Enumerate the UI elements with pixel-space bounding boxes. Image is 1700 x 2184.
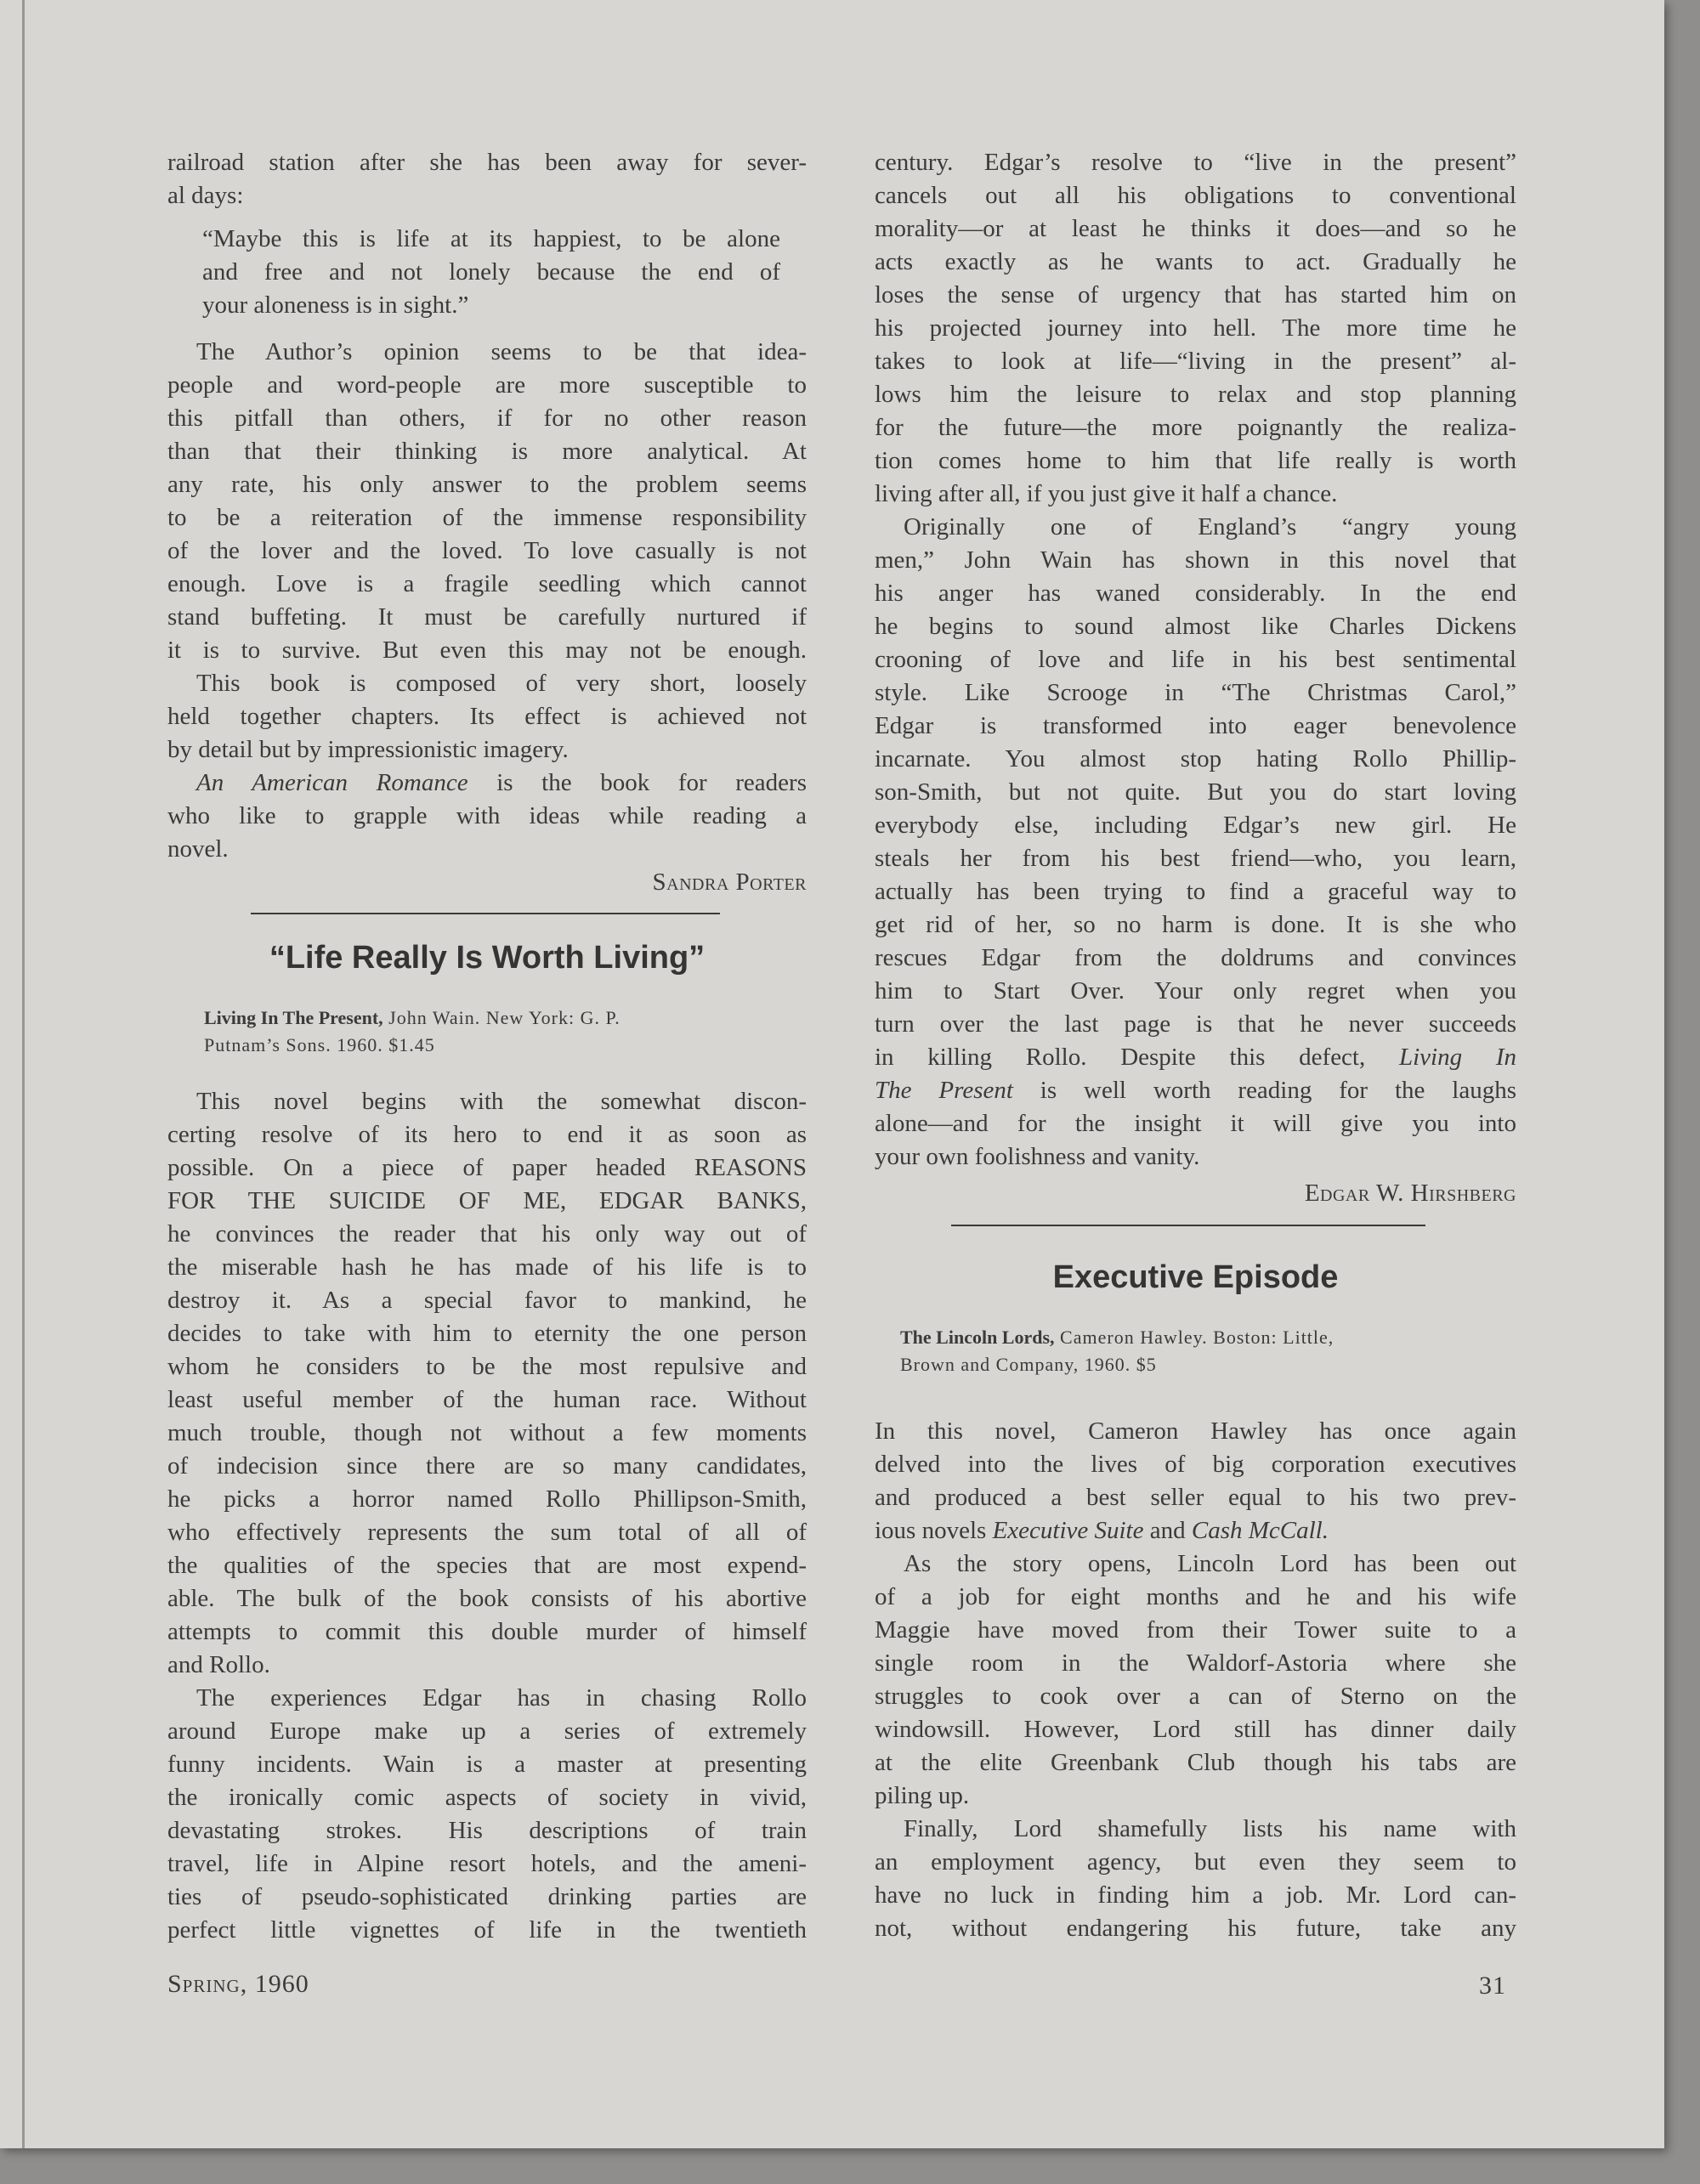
- text-line: this pitfall than others, if for no other reason: [167, 405, 807, 432]
- text-line: [875, 1074, 1516, 1107]
- book-title: The Lincoln Lords,: [900, 1327, 1055, 1348]
- text-line: to be a reiteration of the immense responsibility: [167, 504, 807, 531]
- text-line: he convinces the reader that his only way out of: [167, 1220, 807, 1248]
- text-line: [875, 1041, 1516, 1074]
- text-line: able. The bulk of the book consists of his abortive: [167, 1585, 807, 1612]
- text-line: any rate, his only answer to the problem seems: [167, 471, 807, 498]
- text-line: of a job for eight months and he and his wife: [875, 1583, 1516, 1610]
- text-line: novel.: [167, 835, 229, 863]
- citation-details: Cameron Hawley. Boston: Little,: [1054, 1327, 1334, 1348]
- text-line: people and word-people are more susceptible to: [167, 371, 807, 399]
- text-line: the miserable hash he has made of his life is to: [167, 1253, 807, 1281]
- text-line: of the lover and the loved. To love casually is not: [167, 537, 807, 564]
- text-line: for the future—the more poignantly the realiza-: [875, 414, 1516, 441]
- text-line: cancels out all his obligations to conventional: [875, 182, 1516, 209]
- text-line: him to Start Over. Your only regret when you: [875, 977, 1516, 1004]
- text-line: al days:: [167, 182, 244, 209]
- text-line: least useful member of the human race. Without: [167, 1386, 807, 1413]
- text-line: his anger has waned considerably. In the end: [875, 580, 1516, 607]
- review-3-citation: [900, 1324, 1504, 1378]
- text-line: stand buffeting. It must be carefully nurtured if: [167, 603, 807, 631]
- text-line: turn over the last page is that he never succeeds: [875, 1010, 1516, 1038]
- text-line: he picks a horror named Rollo Phillipson-Smith,: [167, 1485, 807, 1513]
- text-line: than that their thinking is more analytical. At: [167, 438, 807, 465]
- text-segment: ious novels: [875, 1517, 993, 1544]
- text-line: and Rollo.: [167, 1651, 270, 1678]
- issue-footer: Spring, 1960: [167, 1970, 309, 1998]
- citation-details: Putnam’s Sons. 1960. $1.45: [204, 1034, 435, 1055]
- text-line: In this novel, Cameron Hawley has once again: [875, 1417, 1516, 1445]
- text-line: morality—or at least he thinks it does—and so he: [875, 215, 1516, 242]
- text-line: crooning of love and life in his best sentimental: [875, 646, 1516, 673]
- text-line: not, without endangering his future, take any: [875, 1915, 1516, 1942]
- text-line: loses the sense of urgency that has started him on: [875, 281, 1516, 308]
- text-line: held together chapters. Its effect is achieved not: [167, 703, 807, 730]
- text-line: windowsill. However, Lord still has dinner daily: [875, 1716, 1516, 1743]
- text-line: lows him the leisure to relax and stop planning: [875, 381, 1516, 408]
- italic-title: An American Romance: [196, 769, 468, 796]
- text-line: railroad station after she has been away for sever-: [167, 149, 807, 176]
- text-line: your aloneness is in sight.”: [202, 291, 469, 319]
- text-line: who effectively represents the sum total of all of: [167, 1519, 807, 1546]
- text-line: Originally one of England’s “angry young: [904, 513, 1516, 540]
- text-line: of indecision since there are so many candidates,: [167, 1452, 807, 1480]
- text-line: As the story opens, Lincoln Lord has been out: [904, 1550, 1516, 1577]
- citation-details: John Wain. New York: G. P.: [382, 1007, 620, 1028]
- paragraph-continued: [167, 146, 807, 212]
- text-line: he begins to sound almost like Charles Dickens: [875, 613, 1516, 640]
- text-line: the ironically comic aspects of society in vivid,: [167, 1784, 807, 1811]
- text-line: much trouble, though not without a few moments: [167, 1419, 807, 1446]
- text-line: by detail but by impressionistic imagery.: [167, 736, 569, 763]
- text-line: destroy it. As a special favor to mankind, he: [167, 1287, 807, 1314]
- text-line: actually has been trying to find a graceful way to: [875, 878, 1516, 905]
- text-line: struggles to cook over a can of Sterno on the: [875, 1683, 1516, 1710]
- text-line: [167, 767, 807, 800]
- page-number: 31: [1479, 1972, 1506, 2000]
- text-line: who like to grapple with ideas while reading a: [167, 802, 807, 829]
- text-segment: is the book for readers: [468, 769, 807, 796]
- text-line: This book is composed of very short, loosely: [196, 670, 807, 697]
- text-line: Finally, Lord shamefully lists his name with: [904, 1815, 1516, 1842]
- review-1-signature: Sandra Porter: [652, 869, 807, 896]
- review-2-heading: “Life Really Is Worth Living”: [269, 940, 706, 976]
- text-line: living after all, if you just give it half a chance.: [875, 480, 1338, 507]
- text-line: at the elite Greenbank Club though his tabs are: [875, 1749, 1516, 1776]
- text-line: Edgar is transformed into eager benevolence: [875, 712, 1516, 739]
- text-line: possible. On a piece of paper headed REASONS: [167, 1154, 807, 1181]
- text-line: alone—and for the insight it will give you into: [875, 1110, 1516, 1137]
- review-2-body: [167, 1085, 807, 1947]
- text-line: whom he considers to be the most repulsive and: [167, 1353, 807, 1380]
- text-line: The experiences Edgar has in chasing Rollo: [196, 1684, 807, 1712]
- text-line: his projected journey into hell. The more time he: [875, 314, 1516, 342]
- text-line: ties of pseudo-sophisticated drinking parties are: [167, 1883, 807, 1910]
- text-line: everybody else, including Edgar’s new girl. He: [875, 812, 1516, 839]
- text-line: funny incidents. Wain is a master at presenting: [167, 1751, 807, 1778]
- text-line: incarnate. You almost stop hating Rollo Phillip-: [875, 745, 1516, 772]
- text-line: have no luck in finding him a job. Mr. Lord can-: [875, 1881, 1516, 1909]
- text-line: FOR THE SUICIDE OF ME, EDGAR BANKS,: [167, 1187, 807, 1214]
- text-line: son-Smith, but not quite. But you do start loving: [875, 778, 1516, 806]
- book-title: Living In The Present,: [204, 1007, 383, 1028]
- review-3-heading: Executive Episode: [1052, 1259, 1339, 1295]
- text-line: delved into the lives of big corporation executives: [875, 1451, 1516, 1478]
- text-line: it is to survive. But even this may not be enough.: [167, 637, 807, 664]
- review-2-body-continued: [875, 146, 1516, 1174]
- text-segment: in killing Rollo. Despite this defect,: [875, 1044, 1399, 1071]
- text-line: Maggie have moved from their Tower suite to a: [875, 1616, 1516, 1644]
- text-line: piling up.: [875, 1782, 970, 1809]
- text-line: decides to take with him to eternity the one person: [167, 1320, 807, 1347]
- text-line: enough. Love is a fragile seedling which cannot: [167, 570, 807, 597]
- text-line: style. Like Scrooge in “The Christmas Carol,”: [875, 679, 1516, 706]
- divider-rule: [251, 913, 720, 914]
- text-line: The Author’s opinion seems to be that idea-: [196, 338, 807, 365]
- text-line: [875, 1514, 1516, 1547]
- italic-title: Living In: [1398, 1044, 1516, 1071]
- text-line: and free and not lonely because the end of: [202, 258, 780, 286]
- text-segment: and: [1143, 1517, 1192, 1544]
- binding-edge: [22, 0, 25, 2148]
- text-line: and produced a best seller equal to his two prev-: [875, 1484, 1516, 1511]
- text-line: get rid of her, so no harm is done. It is she who: [875, 911, 1516, 938]
- text-line: around Europe make up a series of extremely: [167, 1717, 807, 1745]
- text-line: rescues Edgar from the doldrums and convinces: [875, 944, 1516, 971]
- review-1-body: [167, 336, 807, 866]
- text-line: travel, life in Alpine resort hotels, and the ameni-: [167, 1850, 807, 1877]
- text-line: single room in the Waldorf-Astoria where she: [875, 1649, 1516, 1677]
- text-line: acts exactly as he wants to act. Gradually he: [875, 248, 1516, 275]
- divider-rule: [951, 1225, 1425, 1226]
- italic-title: The Present: [875, 1077, 1013, 1104]
- text-line: This novel begins with the somewhat discon-: [196, 1088, 807, 1115]
- italic-title: Cash McCall.: [1191, 1517, 1329, 1544]
- text-line: attempts to commit this double murder of himself: [167, 1618, 807, 1645]
- text-line: devastating strokes. His descriptions of train: [167, 1817, 807, 1844]
- text-segment: is well worth reading for the laughs: [1012, 1077, 1516, 1104]
- citation-details: Brown and Company, 1960. $5: [900, 1354, 1157, 1375]
- review-2-signature: Edgar W. Hirshberg: [1304, 1180, 1516, 1207]
- text-line: century. Edgar’s resolve to “live in the present”: [875, 149, 1516, 176]
- text-line: tion comes home to him that life really is worth: [875, 447, 1516, 474]
- text-line: your own foolishness and vanity.: [875, 1143, 1200, 1170]
- text-line: an employment agency, but even they seem to: [875, 1848, 1516, 1876]
- text-line: steals her from his best friend—who, you learn,: [875, 845, 1516, 872]
- review-3-body: [875, 1415, 1516, 1945]
- text-line: the qualities of the species that are most expend-: [167, 1552, 807, 1579]
- text-line: certing resolve of its hero to end it as soon as: [167, 1121, 807, 1148]
- text-line: men,” John Wain has shown in this novel that: [875, 546, 1516, 574]
- text-line: perfect little vignettes of life in the twentieth: [167, 1916, 807, 1944]
- text-line: takes to look at life—“living in the present” al-: [875, 348, 1516, 375]
- review-2-citation: [204, 1004, 799, 1059]
- block-quote: [202, 223, 780, 322]
- text-line: “Maybe this is life at its happiest, to be alone: [202, 225, 780, 252]
- italic-title: Executive Suite: [992, 1517, 1144, 1544]
